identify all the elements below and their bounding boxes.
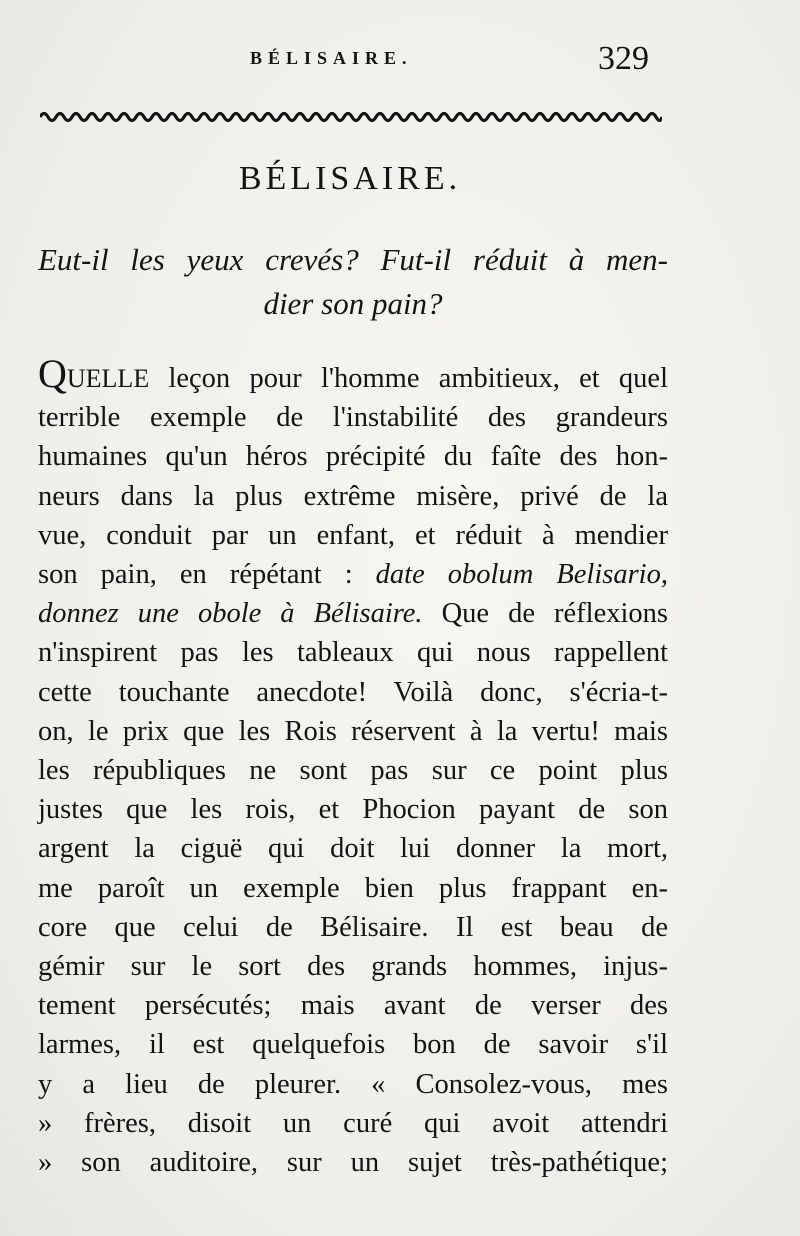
text-segment: gémir sur le sort des grands hommes, injus- [38, 951, 668, 983]
text-line [38, 947, 668, 986]
text-line [38, 1104, 668, 1143]
small-caps-word: UELLE [66, 364, 150, 393]
text-segment: me paroît un exemple bien plus frappant en- [38, 872, 668, 904]
text-line [38, 790, 668, 829]
article-title: BÉLISAIRE. [238, 160, 462, 197]
text-segment: leçon pour l'homme ambitieux, et quel [149, 363, 668, 394]
text-line [38, 437, 668, 476]
text-line [38, 516, 668, 555]
text-segment: n'inspirent pas les tableaux qui nous rappellent [38, 637, 668, 669]
drop-cap: Q [38, 351, 67, 396]
text-line [38, 1025, 668, 1064]
text-line [38, 477, 668, 516]
question-line-2: dier son pain? [263, 286, 443, 321]
text-segment: terrible exemple de l'instabilité des grandeurs [38, 402, 668, 434]
text-line [38, 908, 668, 947]
text-segment: larmes, il est quelquefois bon de savoir s'il [38, 1029, 668, 1061]
text-line [38, 986, 668, 1025]
text-line [38, 351, 668, 398]
text-segment: justes que les rois, et Phocion payant de son [38, 794, 668, 826]
text-line [38, 712, 668, 751]
running-title: BÉLISAIRE. [250, 48, 413, 68]
text-line [38, 673, 668, 712]
text-segment: Que de réflexions [422, 598, 669, 630]
text-line [38, 1065, 668, 1104]
ornamental-rule [40, 110, 662, 124]
page-number: 329 [598, 40, 649, 77]
text-segment: cette touchante anecdote! Voilà donc, s'écria-t- [38, 676, 668, 708]
text-line [38, 1143, 668, 1182]
italic-text: donnez une obole à Bélisaire. [38, 598, 423, 630]
text-line [38, 751, 668, 790]
article-question [38, 238, 668, 326]
text-segment: vue, conduit par un enfant, et réduit à mendier [38, 519, 668, 551]
running-head [0, 40, 800, 80]
question-line-1: Eut-il les yeux crevés? Fut-il réduit à men- [38, 242, 668, 277]
text-line [38, 633, 668, 672]
bleed-through-text [60, 80, 67, 112]
text-segment: » frères, disoit un curé qui avoit attendri [38, 1107, 668, 1139]
text-segment: neurs dans la plus extrême misère, privé de la [38, 480, 668, 512]
text-segment: les républiques ne sont pas sur ce point plus [38, 755, 668, 787]
text-segment: son pain, en répétant : [38, 559, 376, 591]
text-segment: humaines qu'un héros précipité du faîte des hon- [38, 441, 668, 473]
text-segment: argent la ciguë qui doit lui donner la mort, [38, 833, 668, 865]
text-segment: » son auditoire, sur un sujet très-pathétique; [38, 1147, 668, 1179]
text-line [38, 398, 668, 437]
article-body [38, 351, 669, 1182]
text-line [38, 555, 668, 594]
text-segment: core que celui de Bélisaire. Il est beau de [38, 911, 668, 943]
text-line [38, 829, 668, 868]
text-line [38, 594, 668, 633]
text-line [38, 869, 668, 908]
text-segment: tement persécutés; mais avant de verser des [38, 990, 668, 1022]
text-segment: on, le prix que les Rois réservent à la vertu! mais [38, 715, 668, 747]
italic-text: date obolum Belisario, [375, 559, 668, 591]
text-segment: y a lieu de pleurer. « Consolez-vous, mes [38, 1068, 668, 1100]
